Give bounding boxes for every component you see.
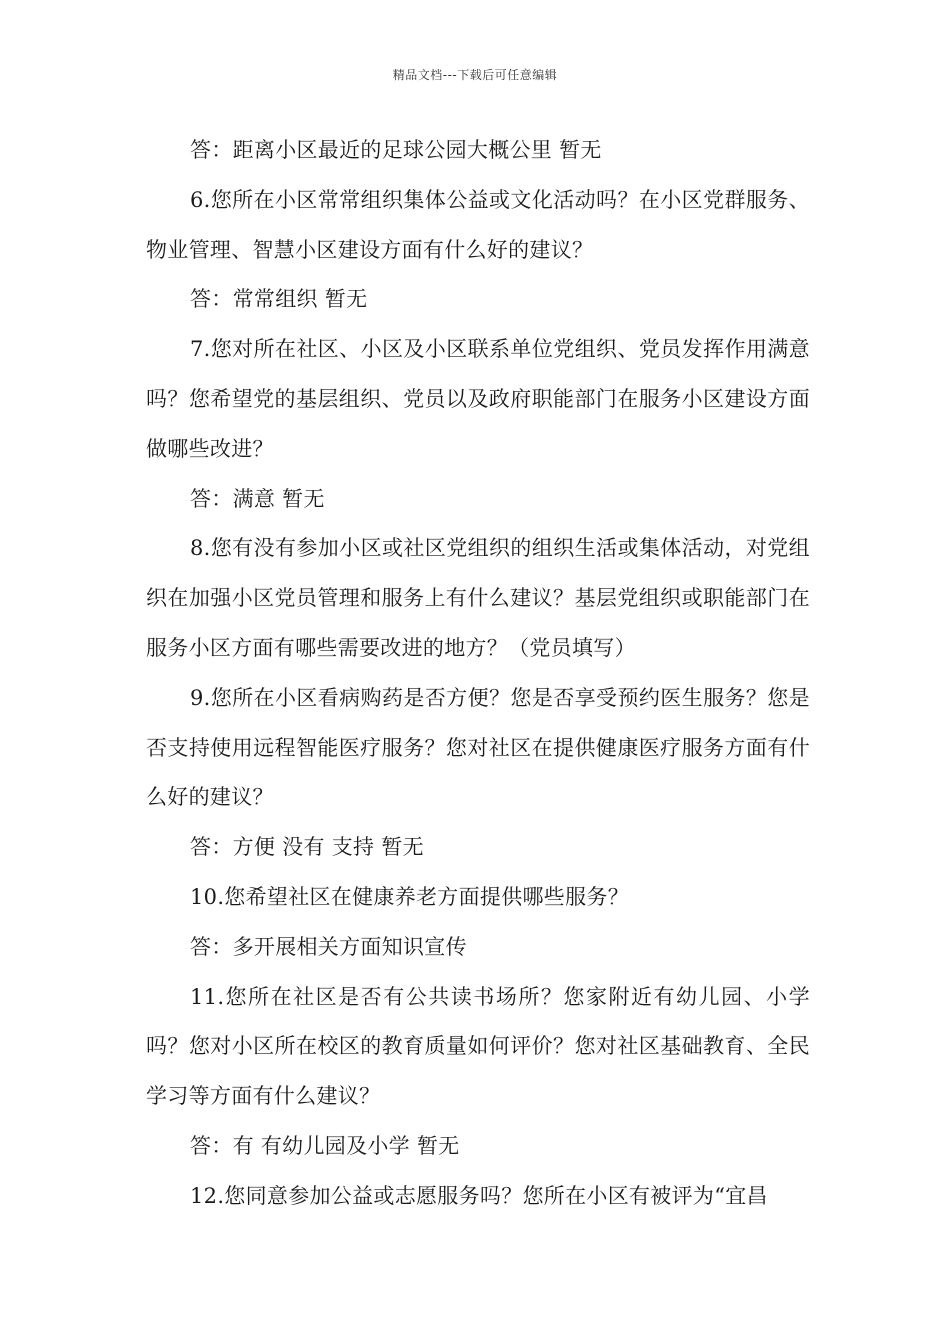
question-7: 7.您对所在社区、小区及小区联系单位党组织、党员发挥作用满意吗？您希望党的基层组织、党员以及政府职能部门在服务小区建设方面做哪些改进？ [146, 337, 810, 461]
question-8: 8.您有没有参加小区或社区党组织的组织生活或集体活动，对党组织在加强小区党员管理和服务上有什么建议？基层党组织或职能部门在服务小区方面有哪些需要改进的地方？（党员填写） [146, 536, 810, 660]
page-header: 精品文档---下载后可任意编辑 [392, 68, 558, 82]
question-9: 9.您所在小区看病购药是否方便？您是否享受预约医生服务？您是否支持使用远程智能医疗服务？您对社区在提供健康医疗服务方面有什么好的建议？ [146, 685, 810, 810]
answer-5: 答：距离小区最近的足球公园大概公里 暂无 [190, 138, 602, 162]
question-6: 6.您所在小区常常组织集体公益或文化活动吗？在小区党群服务、物业管理、智慧小区建设方面有什么好的建议？ [146, 187, 810, 262]
document-body [146, 126, 810, 1222]
answer-9: 答：方便 没有 支持 暂无 [190, 835, 424, 860]
question-12: 12.您同意参加公益或志愿服务吗？您所在小区有被评为“宜昌 [190, 1183, 768, 1208]
answer-6: 答：常常组织 暂无 [190, 287, 368, 312]
answer-10: 答：多开展相关方面知识宣传 [190, 934, 467, 959]
question-11: 11.您所在社区是否有公共读书场所？您家附近有幼儿园、小学吗？您对小区所在校区的教育质量如何评价？您对社区基础教育、全民学习等方面有什么建议？ [146, 984, 810, 1109]
question-10: 10.您希望社区在健康养老方面提供哪些服务？ [190, 884, 629, 909]
answer-7: 答：满意 暂无 [190, 486, 325, 511]
answer-11: 答：有 有幼儿园及小学 暂无 [190, 1133, 460, 1158]
